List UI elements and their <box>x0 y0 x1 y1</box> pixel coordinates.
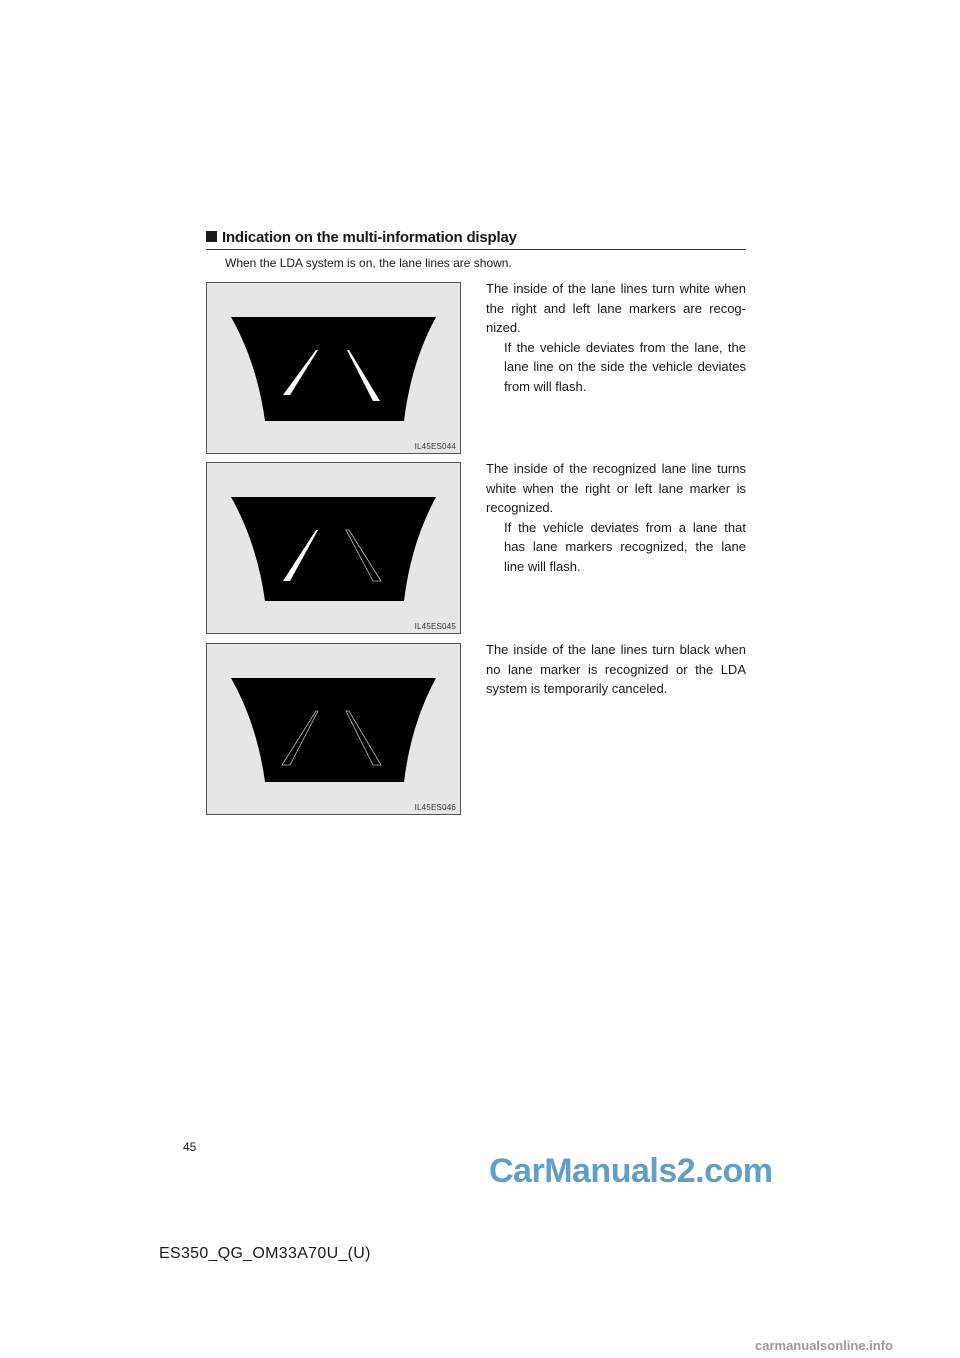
display-illustration-both-black <box>206 643 461 815</box>
display-illustration-left-white <box>206 462 461 634</box>
section-title: Indication on the multi-information display <box>222 229 517 246</box>
description-main: The inside of the lane lines turn black when no lane marker is recognized or the LDA system is temporarily canceled. <box>486 642 746 696</box>
description-main: The inside of the recognized lane line turns white when the right or left lane marker is recognized. <box>486 461 746 515</box>
description-sub: If the vehicle deviates from the lane, the lane line on the side the vehicle deviates from will flash. <box>504 339 746 394</box>
page-number: 45 <box>183 1140 197 1154</box>
description-block <box>486 640 746 699</box>
intro-text: When the LDA system is on, the lane lines are shown. <box>225 256 512 270</box>
multi-information-display-graphic <box>207 463 462 635</box>
manual-code: ES350_QG_OM33A70U_(U) <box>159 1245 371 1262</box>
description-sub: If the vehicle deviates from a lane that has lane markers recognized, the lane line will flash. <box>504 519 746 574</box>
multi-information-display-graphic <box>207 283 462 455</box>
figure-code: IL45ES044 <box>414 442 456 451</box>
square-bullet-icon <box>206 231 217 242</box>
figure-code: IL45ES045 <box>414 622 456 631</box>
description-block <box>486 279 746 396</box>
figure-code: IL45ES046 <box>414 803 456 812</box>
section-heading <box>206 229 746 250</box>
watermark-logo: CarManuals2.com <box>489 1152 773 1190</box>
description-block <box>486 459 746 576</box>
site-footer-link[interactable]: carmanualsonline.info <box>755 1338 893 1353</box>
display-illustration-both-white <box>206 282 461 454</box>
multi-information-display-graphic <box>207 644 462 816</box>
description-main: The inside of the lane lines turn white when the right and left lane markers are recog- nized. <box>486 281 746 335</box>
